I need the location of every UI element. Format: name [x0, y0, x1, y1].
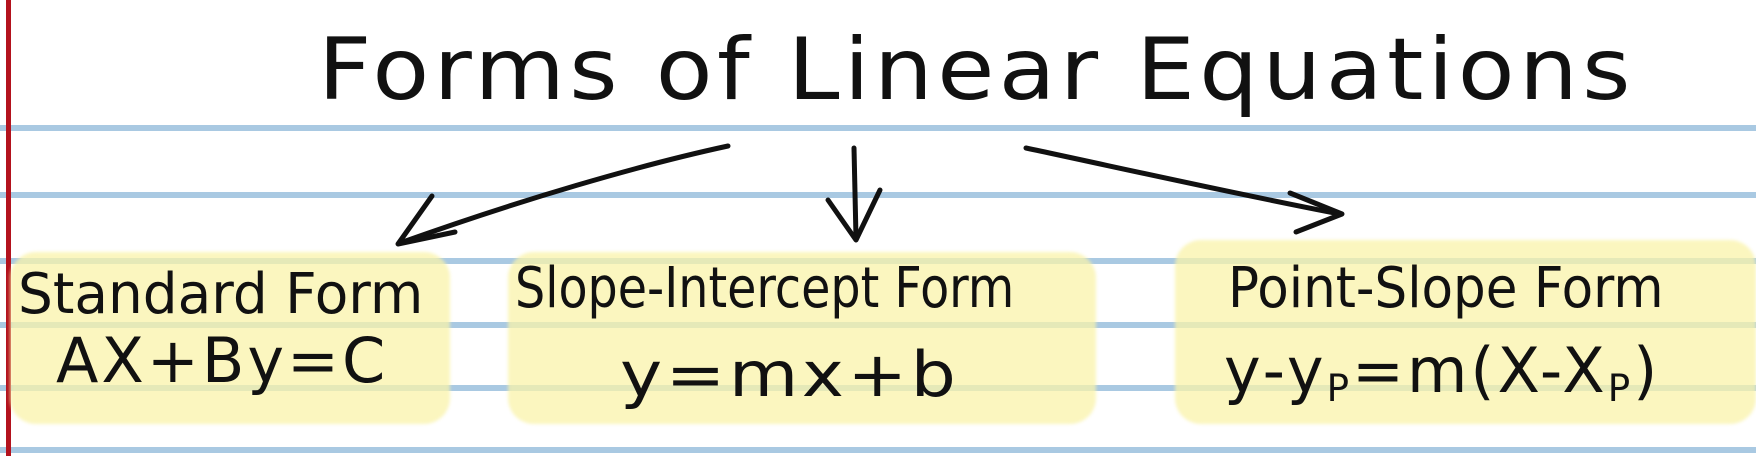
- standard-form-label: Standard Form: [18, 262, 424, 327]
- equation-part: ): [1633, 334, 1661, 407]
- standard-form-equation: AX+By=C: [56, 324, 389, 397]
- subscript-p: P: [1326, 366, 1353, 411]
- point-slope-form-label: Point-Slope Form: [1228, 256, 1664, 321]
- subscript-p: P: [1607, 366, 1634, 411]
- page-title: Forms of Linear Equations: [318, 20, 1635, 120]
- equation-part: y-y: [1224, 334, 1327, 407]
- point-slope-form-equation: [1224, 334, 1661, 411]
- arrow-to-point-slope-form: [1026, 148, 1340, 214]
- arrowhead-right: [1290, 193, 1342, 232]
- arrowhead-left: [398, 196, 455, 244]
- slope-intercept-form-equation: y=mx+b: [620, 338, 960, 411]
- arrow-to-standard-form: [400, 146, 728, 243]
- arrow-to-slope-intercept-form: [854, 148, 856, 238]
- slope-intercept-form-label: Slope-Intercept Form: [515, 256, 1015, 321]
- equation-part: =m(X-X: [1352, 334, 1608, 407]
